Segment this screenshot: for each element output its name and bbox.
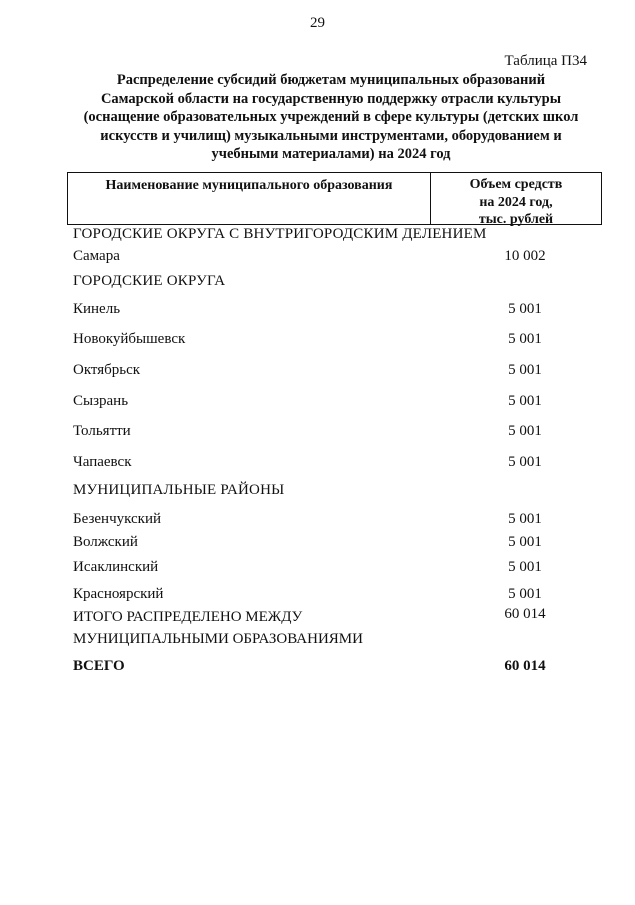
- row-name: Красноярский: [73, 586, 164, 602]
- row-name: Чапаевск: [73, 454, 132, 470]
- row-name: Самара: [73, 248, 120, 264]
- row-name: Безенчукский: [73, 511, 162, 527]
- row-name: Волжский: [73, 534, 138, 550]
- row-name: Кинель: [73, 301, 121, 317]
- row-value: 5 001: [508, 362, 542, 378]
- distributed-total-value: 60 014: [504, 606, 546, 622]
- row-name: Новокуйбышевск: [73, 331, 186, 347]
- row-value: 5 001: [508, 423, 542, 439]
- row-value: 5 001: [508, 393, 542, 409]
- document-title: [65, 71, 597, 164]
- row-value: 5 001: [508, 511, 542, 527]
- title-line: Распределение субсидий бюджетам муниципальных образований: [116, 72, 546, 88]
- row-value: 10 002: [504, 248, 546, 264]
- title-line: Самарской области на государственную поддержку отрасли культуры: [100, 90, 562, 107]
- section-heading: ГОРОДСКИЕ ОКРУГА: [73, 273, 226, 289]
- section-heading: ГОРОДСКИЕ ОКРУГА С ВНУТРИГОРОДСКИМ ДЕЛЕНИЕМ: [73, 226, 487, 242]
- table-header: [67, 172, 602, 225]
- row-value: 5 001: [508, 454, 542, 470]
- row-name: Исаклинский: [73, 559, 159, 575]
- distributed-total-label-line: МУНИЦИПАЛЬНЫМИ ОБРАЗОВАНИЯМИ: [73, 631, 363, 647]
- grand-total-value: 60 014: [504, 658, 546, 674]
- section-heading: МУНИЦИПАЛЬНЫЕ РАЙОНЫ: [73, 482, 285, 498]
- column-header-value-line: тыс. рублей: [478, 212, 554, 227]
- distributed-total-label-line: ИТОГО РАСПРЕДЕЛЕНО МЕЖДУ: [73, 609, 303, 625]
- column-header-value-line: Объем средств: [469, 177, 563, 192]
- column-header-value: [431, 173, 601, 227]
- row-value: 5 001: [508, 534, 542, 550]
- column-header-value-line: на 2024 год,: [479, 194, 553, 210]
- row-value: 5 001: [508, 559, 542, 575]
- row-name: Сызрань: [73, 393, 129, 409]
- table-id: Таблица П34: [504, 53, 587, 69]
- title-line: (оснащение образовательных учреждений в сфере культуры (детских школ: [83, 109, 579, 125]
- row-value: 5 001: [508, 331, 542, 347]
- grand-total-label: ВСЕГО: [73, 658, 125, 674]
- page-number: 29: [310, 15, 325, 31]
- row-value: 5 001: [508, 301, 542, 317]
- row-value: 5 001: [508, 586, 542, 602]
- title-line: учебными материалами) на 2024 год: [211, 146, 451, 162]
- distributed-total-label: [73, 606, 363, 650]
- row-name: Тольятти: [73, 423, 131, 439]
- row-name: Октябрьск: [73, 362, 141, 378]
- column-header-name: Наименование муниципального образования: [68, 173, 431, 224]
- title-line: искусств и училищ) музыкальными инструментами, оборудованием и: [100, 127, 562, 144]
